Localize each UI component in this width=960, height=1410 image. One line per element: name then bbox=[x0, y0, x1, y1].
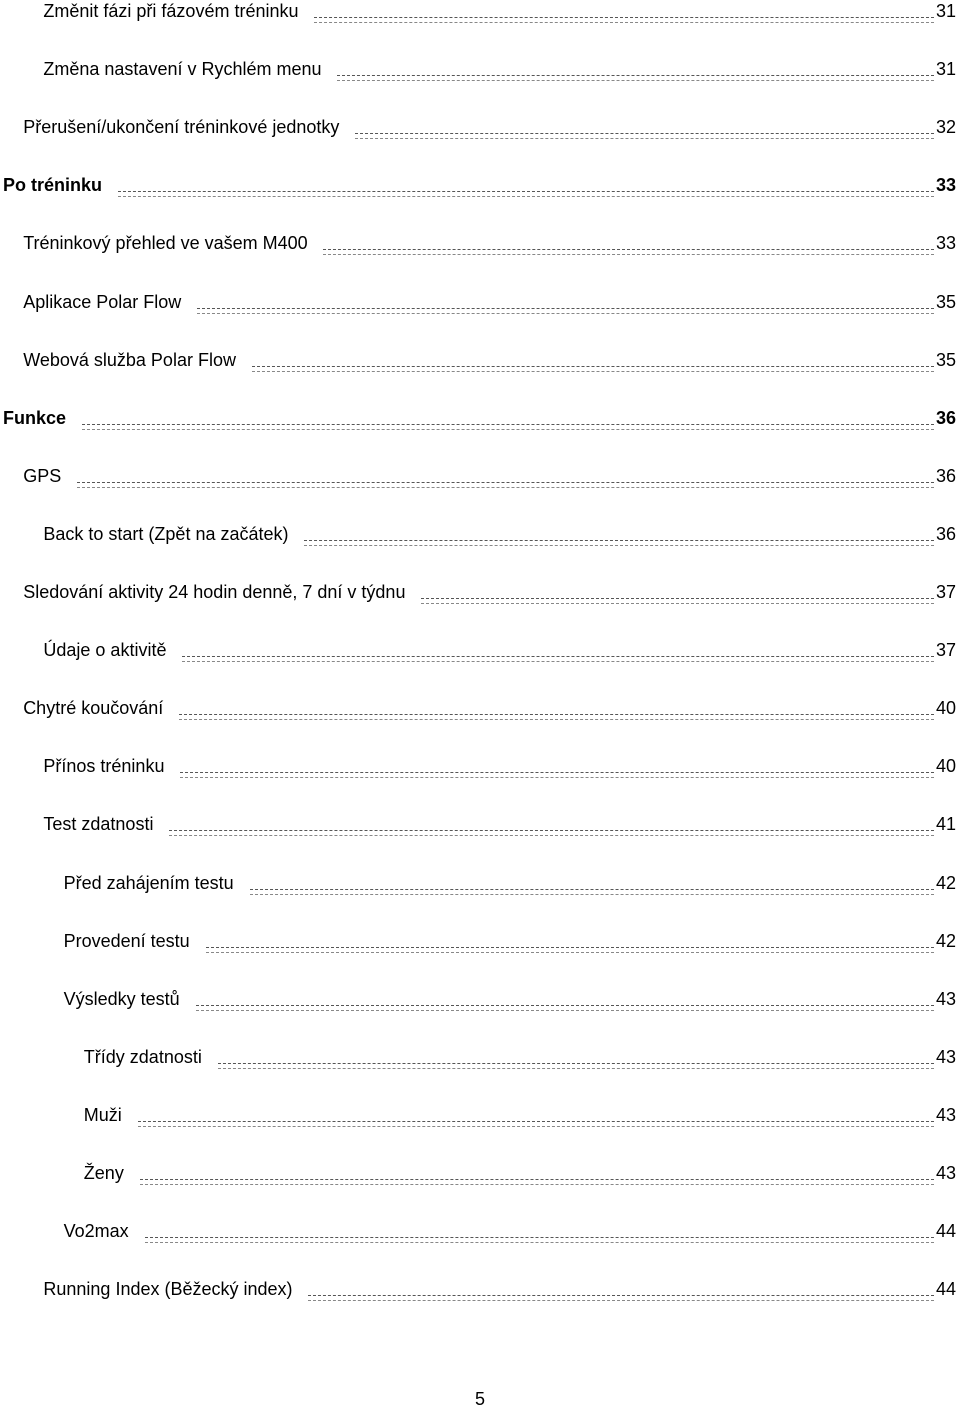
toc-entry[interactable] bbox=[0, 581, 960, 611]
toc-entry-page-number: 42 bbox=[935, 930, 956, 951]
toc-entry-leader bbox=[308, 1295, 934, 1296]
toc-entry[interactable] bbox=[0, 291, 960, 321]
toc-entry[interactable] bbox=[0, 755, 960, 785]
toc-entry-page-number: 37 bbox=[935, 640, 956, 661]
toc-entry[interactable] bbox=[0, 872, 960, 902]
toc-entry-page-number: 44 bbox=[935, 1279, 956, 1300]
toc-entry-page-number: 31 bbox=[935, 1, 956, 21]
page-number: 5 bbox=[474, 1389, 485, 1409]
toc-entry-page-number: 32 bbox=[935, 117, 956, 138]
toc-entry[interactable] bbox=[0, 930, 960, 960]
toc-entry-leader bbox=[314, 17, 934, 18]
toc-entry-leader bbox=[180, 772, 934, 773]
toc-entry-title: Po tréninku bbox=[3, 175, 103, 196]
toc-entry[interactable] bbox=[0, 0, 960, 30]
toc-entry-title: Back to start (Zpět na začátek) bbox=[43, 523, 289, 544]
toc-entry-page-number: 33 bbox=[935, 175, 956, 196]
toc-entry-page-number: 44 bbox=[935, 1221, 956, 1242]
toc-entry-title: Výsledky testů bbox=[63, 988, 180, 1009]
toc-entry-leader bbox=[421, 598, 934, 599]
toc-entry-title: Aplikace Polar Flow bbox=[23, 291, 182, 312]
toc-entry-leader bbox=[145, 1237, 934, 1238]
toc-entry-page-number: 36 bbox=[935, 465, 956, 486]
toc-entry[interactable] bbox=[0, 523, 960, 553]
toc-entry-page-number: 36 bbox=[935, 407, 956, 428]
toc-entry-title: Údaje o aktivitě bbox=[43, 640, 167, 661]
toc-entry-page-number: 40 bbox=[935, 756, 956, 777]
toc-entry-leader bbox=[138, 1121, 934, 1122]
toc-entry-leader bbox=[140, 1179, 934, 1180]
toc-entry[interactable] bbox=[0, 988, 960, 1018]
toc-entry-page-number: 43 bbox=[935, 988, 956, 1009]
toc-entry-leader bbox=[304, 540, 934, 541]
toc-entry-title: Chytré koučování bbox=[23, 698, 164, 719]
toc-entry-title: Running Index (Běžecký index) bbox=[43, 1279, 293, 1300]
toc-entry-title: GPS bbox=[23, 465, 62, 486]
toc-entry-leader bbox=[355, 133, 934, 134]
toc-entry-page-number: 42 bbox=[935, 872, 956, 893]
toc-entry-page-number: 35 bbox=[935, 349, 956, 370]
toc-entry-title: Přerušení/ukončení tréninkové jednotky bbox=[23, 117, 340, 138]
toc-entry-leader bbox=[182, 656, 934, 657]
toc-entry-title: Vo2max bbox=[63, 1221, 129, 1242]
toc-entry[interactable] bbox=[0, 1162, 960, 1192]
toc-entry-page-number: 36 bbox=[935, 523, 956, 544]
toc-entry-page-number: 31 bbox=[935, 59, 956, 80]
toc-entry[interactable] bbox=[0, 407, 960, 437]
toc-entry-leader bbox=[118, 191, 934, 192]
toc-entry-title: Ženy bbox=[83, 1163, 124, 1183]
toc-entry-title: Změnit fázi při fázovém tréninku bbox=[43, 1, 299, 21]
toc-entry-page-number: 43 bbox=[935, 1046, 956, 1067]
toc-entry-title: Test zdatnosti bbox=[43, 814, 154, 835]
toc-entry-leader bbox=[169, 830, 934, 831]
toc-entry-leader bbox=[196, 1005, 934, 1006]
toc-entry[interactable] bbox=[0, 232, 960, 262]
toc-entry-page-number: 41 bbox=[935, 814, 956, 835]
toc-entry[interactable] bbox=[0, 349, 960, 379]
toc-entry[interactable] bbox=[0, 465, 960, 495]
toc-entry-title: Přínos tréninku bbox=[43, 756, 165, 777]
toc-entry[interactable] bbox=[0, 1278, 960, 1308]
toc-entry[interactable] bbox=[0, 813, 960, 843]
toc-entry-leader bbox=[179, 714, 934, 715]
toc-entry-leader bbox=[82, 424, 934, 425]
toc-entry[interactable] bbox=[0, 174, 960, 204]
toc-entry[interactable] bbox=[0, 1220, 960, 1250]
toc-entry-title: Muži bbox=[83, 1104, 122, 1125]
toc-entry-page-number: 40 bbox=[935, 698, 956, 719]
toc-entry-page-number: 43 bbox=[935, 1104, 956, 1125]
toc-entry-leader bbox=[337, 75, 934, 76]
toc-entry[interactable] bbox=[0, 697, 960, 727]
toc-entry-title: Funkce bbox=[3, 407, 67, 428]
toc-entry-title: Před zahájením testu bbox=[63, 872, 234, 893]
toc-entry[interactable] bbox=[0, 639, 960, 669]
toc-entry-page-number: 33 bbox=[935, 233, 956, 254]
toc-entry-page-number: 37 bbox=[935, 582, 956, 602]
toc-entry-title: Sledování aktivity 24 hodin denně, 7 dní v týdnu bbox=[23, 582, 406, 602]
toc-entry-title: Změna nastavení v Rychlém menu bbox=[43, 59, 322, 80]
toc-entry-leader bbox=[218, 1063, 934, 1064]
toc-entry-leader bbox=[77, 482, 934, 483]
toc-entry[interactable] bbox=[0, 1046, 960, 1076]
toc-entry[interactable] bbox=[0, 1104, 960, 1134]
toc-entry-leader bbox=[197, 308, 934, 309]
toc-entry[interactable] bbox=[0, 58, 960, 88]
toc-entry-title: Webová služba Polar Flow bbox=[23, 349, 236, 370]
toc-entry-leader bbox=[323, 249, 934, 250]
toc-entry-page-number: 43 bbox=[935, 1163, 956, 1183]
toc-entry-title: Třídy zdatnosti bbox=[83, 1046, 202, 1067]
toc-entry-title: Provedení testu bbox=[63, 930, 190, 951]
toc-entry-title: Tréninkový přehled ve vašem M400 bbox=[23, 233, 308, 254]
toc-entry-leader bbox=[250, 889, 934, 890]
toc-entry[interactable] bbox=[0, 116, 960, 146]
toc-entry-leader bbox=[252, 366, 934, 367]
toc-entry-leader bbox=[206, 947, 934, 948]
toc-entry-page-number: 35 bbox=[935, 291, 956, 312]
